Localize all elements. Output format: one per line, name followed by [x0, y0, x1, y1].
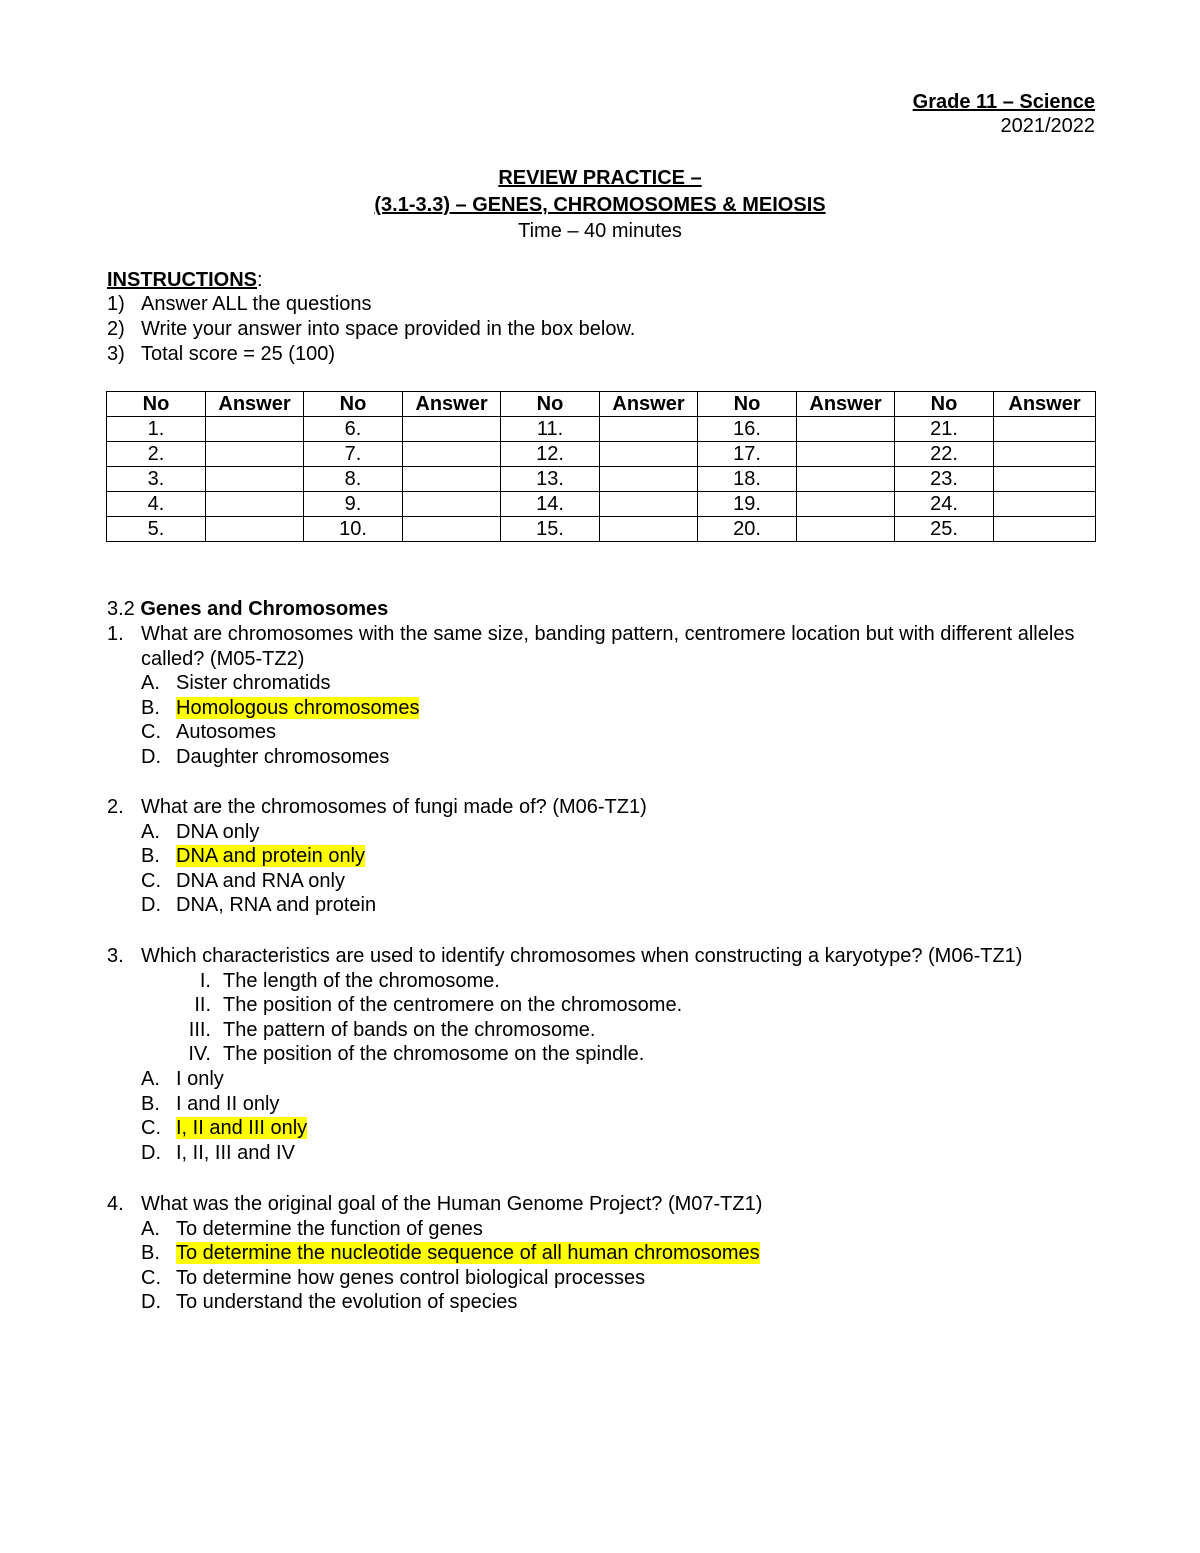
answer-cell[interactable]: [600, 442, 698, 467]
question-3: [107, 944, 1117, 1165]
question-number-cell: 5.: [107, 517, 206, 542]
question-number-cell: 9.: [304, 492, 403, 517]
option-text: Autosomes: [176, 721, 277, 744]
option-text-highlighted: To determine the nucleotide sequence of all human chromosomes: [176, 1242, 760, 1265]
question-number-cell: 23.: [895, 467, 994, 492]
question-text: What are the chromosomes of fungi made of? (M06-TZ1): [141, 796, 647, 818]
question-number-cell: 25.: [895, 517, 994, 542]
answer-table: [106, 391, 1096, 542]
answer-cell[interactable]: [600, 417, 698, 442]
question-number: 2.: [107, 796, 124, 818]
option-a: [141, 671, 1107, 696]
answer-cell[interactable]: [994, 467, 1096, 492]
option-text: To determine how genes control biological processes: [176, 1266, 646, 1289]
instruction-item: [107, 292, 372, 316]
question-number: 4.: [107, 1193, 124, 1215]
option-letter: A.: [141, 820, 160, 843]
option-c: [141, 720, 1107, 745]
answer-cell[interactable]: [994, 517, 1096, 542]
roman-item: [141, 993, 1117, 1018]
option-d: [141, 1290, 1107, 1315]
option-b: [141, 844, 1107, 869]
roman-item: [141, 1018, 1117, 1043]
instruction-number: 1): [107, 293, 125, 315]
option-letter: B.: [141, 1242, 160, 1265]
option-letter: D.: [141, 1291, 161, 1314]
instructions-colon: :: [257, 269, 263, 291]
option-letter: A.: [141, 1067, 160, 1090]
section-title: Genes and Chromosomes: [140, 598, 389, 620]
question-4: [107, 1192, 1107, 1315]
option-letter: D.: [141, 1141, 161, 1164]
col-header-no: No: [501, 392, 600, 417]
option-text: Daughter chromosomes: [176, 745, 390, 768]
time-limit: Time – 40 minutes: [518, 220, 682, 242]
option-letter: B.: [141, 845, 160, 868]
roman-text: The length of the chromosome.: [223, 969, 500, 992]
question-number-cell: 10.: [304, 517, 403, 542]
answer-table-row: [107, 442, 1096, 467]
answer-table-row: [107, 417, 1096, 442]
option-d: [141, 1141, 1117, 1166]
grade-heading: Grade 11 – Science: [912, 91, 1095, 113]
answer-table-header-row: [107, 392, 1096, 417]
roman-text: The pattern of bands on the chromosome.: [223, 1018, 596, 1041]
answer-cell[interactable]: [797, 417, 895, 442]
option-letter: C.: [141, 721, 161, 744]
question-number-cell: 11.: [501, 417, 600, 442]
question-2: [107, 795, 1107, 918]
option-letter: C.: [141, 869, 161, 892]
col-header-no: No: [107, 392, 206, 417]
answer-cell[interactable]: [206, 417, 304, 442]
question-number-cell: 2.: [107, 442, 206, 467]
col-header-answer: Answer: [994, 392, 1096, 417]
option-a: [141, 1067, 1117, 1092]
option-d: [141, 893, 1107, 918]
question-number-cell: 22.: [895, 442, 994, 467]
answer-cell[interactable]: [994, 442, 1096, 467]
answer-cell[interactable]: [206, 442, 304, 467]
option-letter: A.: [141, 1217, 160, 1240]
option-text: DNA, RNA and protein: [176, 894, 377, 917]
option-letter: B.: [141, 1092, 160, 1115]
answer-cell[interactable]: [403, 492, 501, 517]
answer-cell[interactable]: [600, 492, 698, 517]
question-number-cell: 4.: [107, 492, 206, 517]
school-year: 2021/2022: [1000, 115, 1095, 137]
instruction-item: [107, 342, 335, 366]
option-b: [141, 1092, 1117, 1117]
option-b: [141, 696, 1107, 721]
question-number-cell: 19.: [698, 492, 797, 517]
option-letter: A.: [141, 672, 160, 695]
option-text: I, II, III and IV: [176, 1141, 295, 1164]
roman-numeral: IV.: [188, 1043, 211, 1066]
page-title: REVIEW PRACTICE –: [498, 167, 702, 189]
question-text: What are chromosomes with the same size, banding pattern, centromere location but with different alleles called? (M05-TZ2): [141, 623, 1075, 670]
question-number-cell: 3.: [107, 467, 206, 492]
question-number-cell: 20.: [698, 517, 797, 542]
col-header-answer: Answer: [797, 392, 895, 417]
answer-cell[interactable]: [600, 467, 698, 492]
col-header-answer: Answer: [403, 392, 501, 417]
roman-numeral: II.: [194, 994, 211, 1017]
answer-cell[interactable]: [994, 417, 1096, 442]
instruction-text: Write your answer into space provided in the box below.: [141, 318, 636, 340]
answer-cell[interactable]: [797, 442, 895, 467]
option-a: [141, 1217, 1107, 1242]
option-letter: C.: [141, 1117, 161, 1140]
answer-table-row: [107, 517, 1096, 542]
roman-item: [141, 969, 1117, 994]
question-number-cell: 16.: [698, 417, 797, 442]
question-number-cell: 12.: [501, 442, 600, 467]
section-heading: [107, 597, 388, 621]
col-header-no: No: [698, 392, 797, 417]
instruction-item: [107, 317, 635, 341]
roman-text: The position of the centromere on the chromosome.: [223, 994, 683, 1017]
option-text: I and II only: [176, 1092, 280, 1115]
col-header-answer: Answer: [600, 392, 698, 417]
option-a: [141, 820, 1107, 845]
answer-cell[interactable]: [797, 517, 895, 542]
instruction-number: 2): [107, 318, 125, 340]
option-c: [141, 1116, 1117, 1141]
option-c: [141, 869, 1107, 894]
question-number-cell: 18.: [698, 467, 797, 492]
option-text: DNA and RNA only: [176, 869, 345, 892]
col-header-no: No: [304, 392, 403, 417]
option-text-highlighted: Homologous chromosomes: [176, 696, 420, 719]
question-number-cell: 8.: [304, 467, 403, 492]
question-1: [107, 622, 1107, 770]
option-letter: B.: [141, 696, 160, 719]
answer-cell[interactable]: [403, 417, 501, 442]
option-letter: C.: [141, 1266, 161, 1289]
option-text: Sister chromatids: [176, 672, 331, 695]
question-number-cell: 13.: [501, 467, 600, 492]
option-c: [141, 1266, 1107, 1291]
question-number-cell: 17.: [698, 442, 797, 467]
option-text: To determine the function of genes: [176, 1217, 483, 1240]
question-number: 3.: [107, 945, 124, 967]
question-text: What was the original goal of the Human Genome Project? (M07-TZ1): [141, 1193, 763, 1215]
question-number-cell: 21.: [895, 417, 994, 442]
option-text-highlighted: DNA and protein only: [176, 845, 366, 868]
answer-cell[interactable]: [206, 517, 304, 542]
page-subtitle: (3.1-3.3) – GENES, CHROMOSOMES & MEIOSIS: [374, 194, 826, 216]
answer-cell[interactable]: [403, 442, 501, 467]
instruction-text: Answer ALL the questions: [141, 293, 372, 315]
question-text: Which characteristics are used to identify chromosomes when constructing a karyotype? (M06-TZ1): [141, 945, 1023, 967]
roman-item: [141, 1042, 1117, 1067]
instruction-text: Total score = 25 (100): [141, 343, 335, 365]
option-letter: D.: [141, 745, 161, 768]
option-text: I only: [176, 1067, 224, 1090]
answer-cell[interactable]: [206, 467, 304, 492]
answer-cell[interactable]: [994, 492, 1096, 517]
question-number-cell: 15.: [501, 517, 600, 542]
answer-cell[interactable]: [206, 492, 304, 517]
option-d: [141, 745, 1107, 770]
roman-numeral: III.: [188, 1018, 211, 1041]
option-text: To understand the evolution of species: [176, 1291, 518, 1314]
question-number-cell: 24.: [895, 492, 994, 517]
instruction-number: 3): [107, 343, 125, 365]
question-number-cell: 1.: [107, 417, 206, 442]
question-number-cell: 6.: [304, 417, 403, 442]
instructions-heading-label: INSTRUCTIONS: [107, 269, 257, 291]
answer-cell[interactable]: [797, 467, 895, 492]
option-text: DNA only: [176, 820, 260, 843]
option-b: [141, 1241, 1107, 1266]
answer-cell[interactable]: [403, 467, 501, 492]
answer-cell[interactable]: [797, 492, 895, 517]
section-number: 3.2: [107, 598, 135, 620]
answer-table-row: [107, 492, 1096, 517]
col-header-answer: Answer: [206, 392, 304, 417]
option-letter: D.: [141, 894, 161, 917]
roman-text: The position of the chromosome on the spindle.: [223, 1043, 645, 1066]
question-number-cell: 14.: [501, 492, 600, 517]
answer-cell[interactable]: [403, 517, 501, 542]
roman-numeral: I.: [199, 969, 211, 992]
question-number: 1.: [107, 623, 124, 645]
question-number-cell: 7.: [304, 442, 403, 467]
answer-cell[interactable]: [600, 517, 698, 542]
instructions-heading: [107, 268, 263, 292]
answer-table-row: [107, 467, 1096, 492]
option-text-highlighted: I, II and III only: [176, 1117, 308, 1140]
col-header-no: No: [895, 392, 994, 417]
